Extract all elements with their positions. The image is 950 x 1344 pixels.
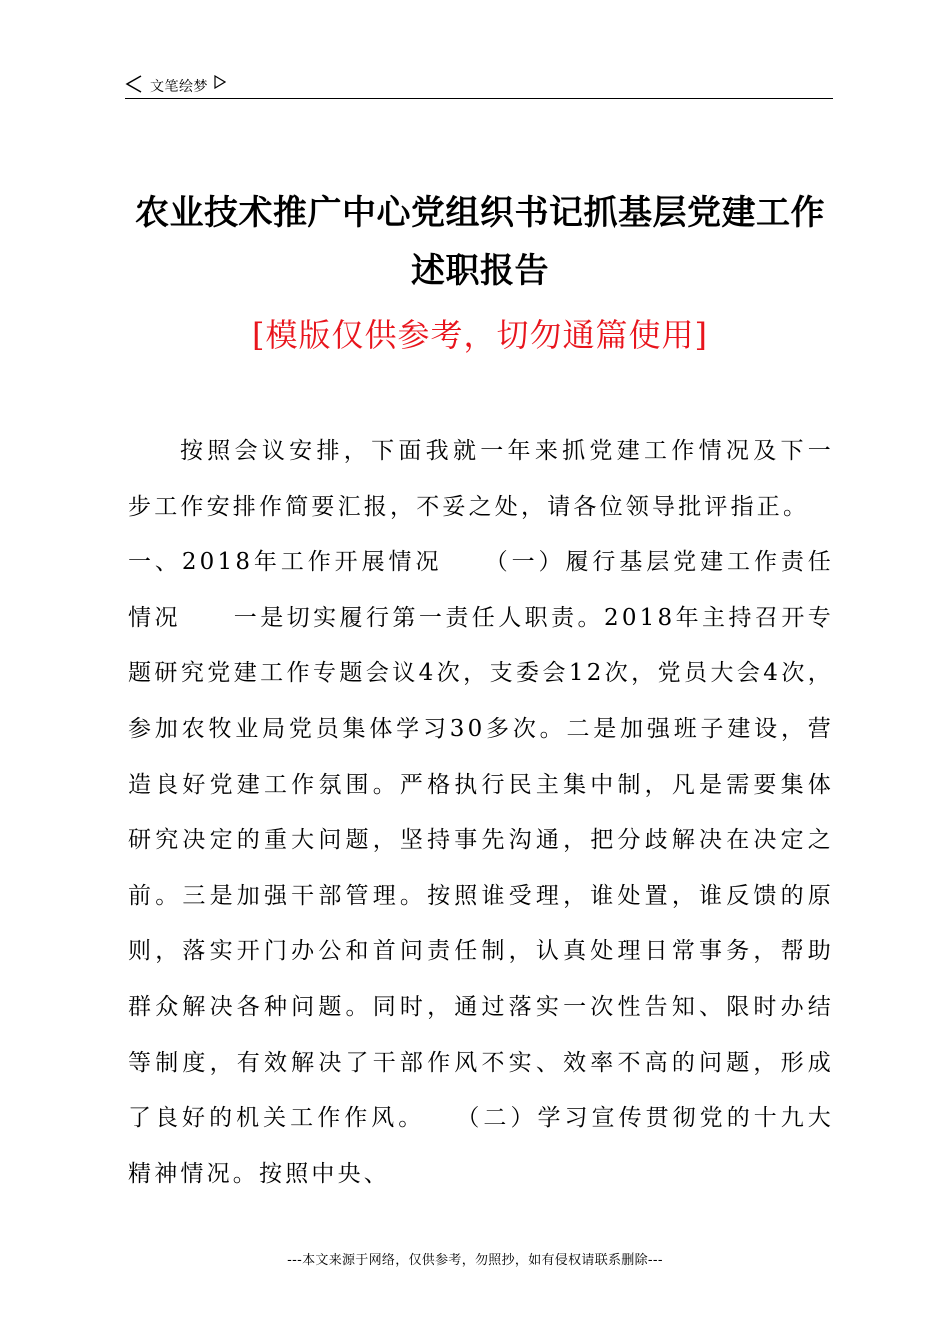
header-divider bbox=[125, 98, 833, 99]
paragraph-section-1: 一、2018年工作开展情况 （一）履行基层党建工作责任情况 一是切实履行第一责任人职责。2018年主持召开专题研究党建工作专题会议4次，支委会12次，党员大会4次，参加农牧业局党员集体学习30多次。二是加强班子建设，营造良好党建工作氛围。严格执行民主集中制，凡是需要集体研究决定的重大问题，坚持事先沟通，把分歧解决在决定之前。三是加强干部管理。按照谁受理，谁处置，谁反馈的原则，落实开门办公和首问责任制，认真处理日常事务，帮助群众解决各种问题。同时，通过落实一次性告知、限时办结等制度，有效解决了干部作风不实、效率不高的问题，形成了良好的机关工作作风。 （二）学习宣传贯彻党的十九大精神情况。按照中央、 bbox=[128, 549, 834, 1187]
template-notice: [模版仅供参考，切勿通篇使用] bbox=[252, 316, 708, 354]
document-title bbox=[115, 184, 845, 300]
paragraph-intro: 按照会议安排，下面我就一年来抓党建工作情况及下一步工作安排作简要汇报，不妥之处，请各位领导批评指正。 bbox=[128, 438, 834, 520]
document-body bbox=[128, 424, 834, 1202]
triangle-right-outline-icon bbox=[214, 75, 226, 89]
footer-disclaimer: ---本文来源于网络，仅供参考，勿照抄，如有侵权请联系删除--- bbox=[287, 1253, 663, 1268]
page-header bbox=[125, 72, 833, 98]
title-line-1: 农业技术推广中心党组织书记抓基层党建工作 bbox=[135, 193, 825, 233]
triangle-left-outline-icon bbox=[125, 74, 143, 94]
title-line-2: 述职报告 bbox=[411, 251, 549, 291]
header-brand: 文笔绘梦 bbox=[150, 79, 208, 95]
